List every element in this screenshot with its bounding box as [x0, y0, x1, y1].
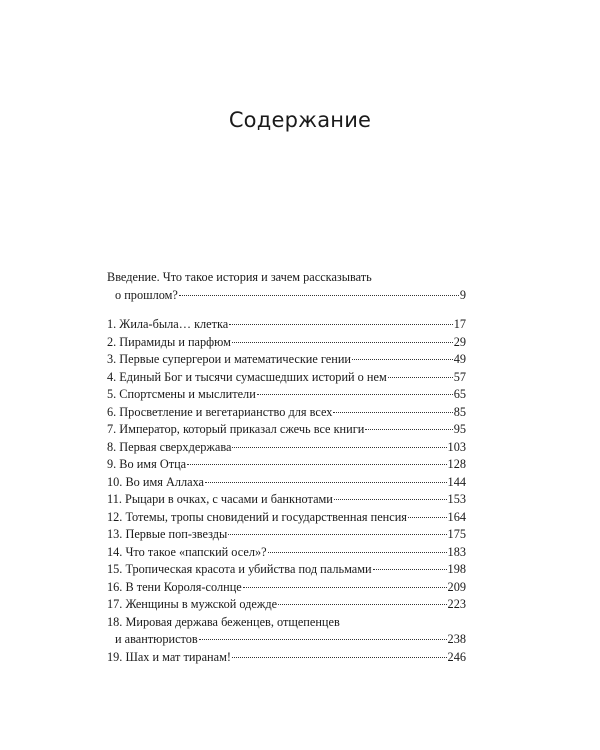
toc-entry — [107, 561, 466, 579]
dot-leader — [278, 604, 446, 605]
page-number: 85 — [453, 404, 466, 419]
toc-entry-text: и авантюристов — [115, 632, 198, 646]
toc-entry-text: 13. Первые поп-звезды — [107, 527, 228, 541]
dot-leader — [232, 447, 446, 448]
toc-entry-chapter-18-line1 — [107, 614, 466, 632]
page-number: 128 — [447, 457, 466, 471]
page-number: 164 — [447, 509, 466, 524]
page-number: 223 — [447, 597, 466, 611]
dot-leader — [388, 377, 453, 378]
page-number: 238 — [447, 632, 466, 646]
toc-entry-text: 1. Жила-была… клетка — [107, 317, 229, 331]
toc-entry-text: 16. В тени Короля-солнце — [107, 579, 242, 594]
toc-entry — [107, 351, 466, 369]
dot-leader — [333, 412, 452, 413]
page-number: 57 — [453, 369, 466, 384]
dot-leader — [373, 569, 447, 570]
toc-entry-text: 14. Что такое «папский осел»? — [107, 544, 267, 559]
toc-entry — [107, 474, 466, 492]
page-number: 153 — [447, 492, 466, 506]
page-number: 144 — [447, 474, 466, 489]
page-number: 65 — [453, 387, 466, 401]
dot-leader — [257, 394, 453, 395]
toc-entry-text: 12. Тотемы, тропы сновидений и государственная пенсия — [107, 509, 407, 524]
toc-entry — [107, 456, 466, 474]
page-number: 209 — [447, 579, 466, 594]
page-title: Содержание — [228, 108, 372, 132]
dot-leader — [408, 517, 447, 518]
dot-leader — [243, 587, 447, 588]
toc-entry-text: 2. Пирамиды и парфюм — [107, 334, 231, 349]
toc-entry-text: 3. Первые супергерои и математические гении — [107, 352, 351, 366]
toc-entry-text: 9. Во имя Отца — [107, 457, 187, 471]
dot-leader — [334, 499, 447, 500]
page-number: 29 — [453, 334, 466, 349]
toc-entry-text: 6. Просветление и вегетарианство для всех — [107, 404, 333, 419]
dot-leader — [228, 534, 446, 535]
toc-entry — [107, 491, 466, 509]
page-number: 17 — [453, 317, 466, 331]
toc-entry-text: о прошлом? — [115, 287, 178, 302]
page-number: 183 — [447, 544, 466, 559]
toc-entry — [107, 544, 466, 562]
page-number: 95 — [453, 422, 466, 436]
toc-entry — [107, 386, 466, 404]
dot-leader — [232, 657, 447, 658]
page-number: 9 — [459, 287, 466, 302]
page-number: 175 — [447, 527, 466, 541]
toc-entry — [107, 579, 466, 597]
toc-entry — [107, 404, 466, 422]
toc-entry-text: 8. Первая сверхдержава — [107, 439, 232, 454]
toc-entry — [107, 439, 466, 457]
page-number: 198 — [447, 562, 466, 576]
toc-entry-text: 11. Рыцари в очках, с часами и банкнотами — [107, 492, 333, 506]
toc-entry — [107, 316, 466, 334]
toc-entry-chapter-18-line2 — [107, 631, 466, 649]
page-number: 49 — [453, 352, 466, 366]
toc-entry-text: 4. Единый Бог и тысячи сумасшедших историй о нем — [107, 369, 387, 384]
toc-entry-intro-line1 — [107, 269, 466, 287]
toc-entry — [107, 596, 466, 614]
toc-entry — [107, 369, 466, 387]
page-number: 246 — [447, 649, 466, 664]
toc-entry-text: 19. Шах и мат тиранам! — [107, 649, 231, 664]
dot-leader — [268, 552, 447, 553]
toc-entry — [107, 509, 466, 527]
dot-leader — [352, 359, 453, 360]
page-number: 103 — [447, 439, 466, 454]
dot-leader — [229, 324, 452, 325]
spacer — [107, 304, 466, 316]
dot-leader — [199, 639, 447, 640]
toc-entry-intro-line2 — [107, 287, 466, 305]
toc-entry-text: 7. Император, который приказал сжечь все книги — [107, 422, 365, 436]
toc-entry — [107, 334, 466, 352]
dot-leader — [205, 482, 447, 483]
toc-entry-text: 17. Женщины в мужской одежде — [107, 597, 278, 611]
chapter-list — [107, 316, 466, 614]
toc-entry-text: 10. Во имя Аллаха — [107, 474, 205, 489]
toc-entry — [107, 526, 466, 544]
toc-entry-chapter-19 — [107, 649, 466, 667]
table-of-contents — [107, 269, 466, 666]
dot-leader — [187, 464, 446, 465]
toc-entry-text: 5. Спортсмены и мыслители — [107, 387, 256, 401]
dot-leader — [179, 295, 459, 296]
toc-entry-text: Введение. Что такое история и зачем рассказывать — [107, 270, 372, 284]
toc-entry-text: 15. Тропическая красота и убийства под пальмами — [107, 562, 372, 576]
toc-entry-text: 18. Мировая держава беженцев, отщепенцев — [107, 614, 340, 629]
dot-leader — [365, 429, 452, 430]
toc-entry — [107, 421, 466, 439]
dot-leader — [232, 342, 453, 343]
